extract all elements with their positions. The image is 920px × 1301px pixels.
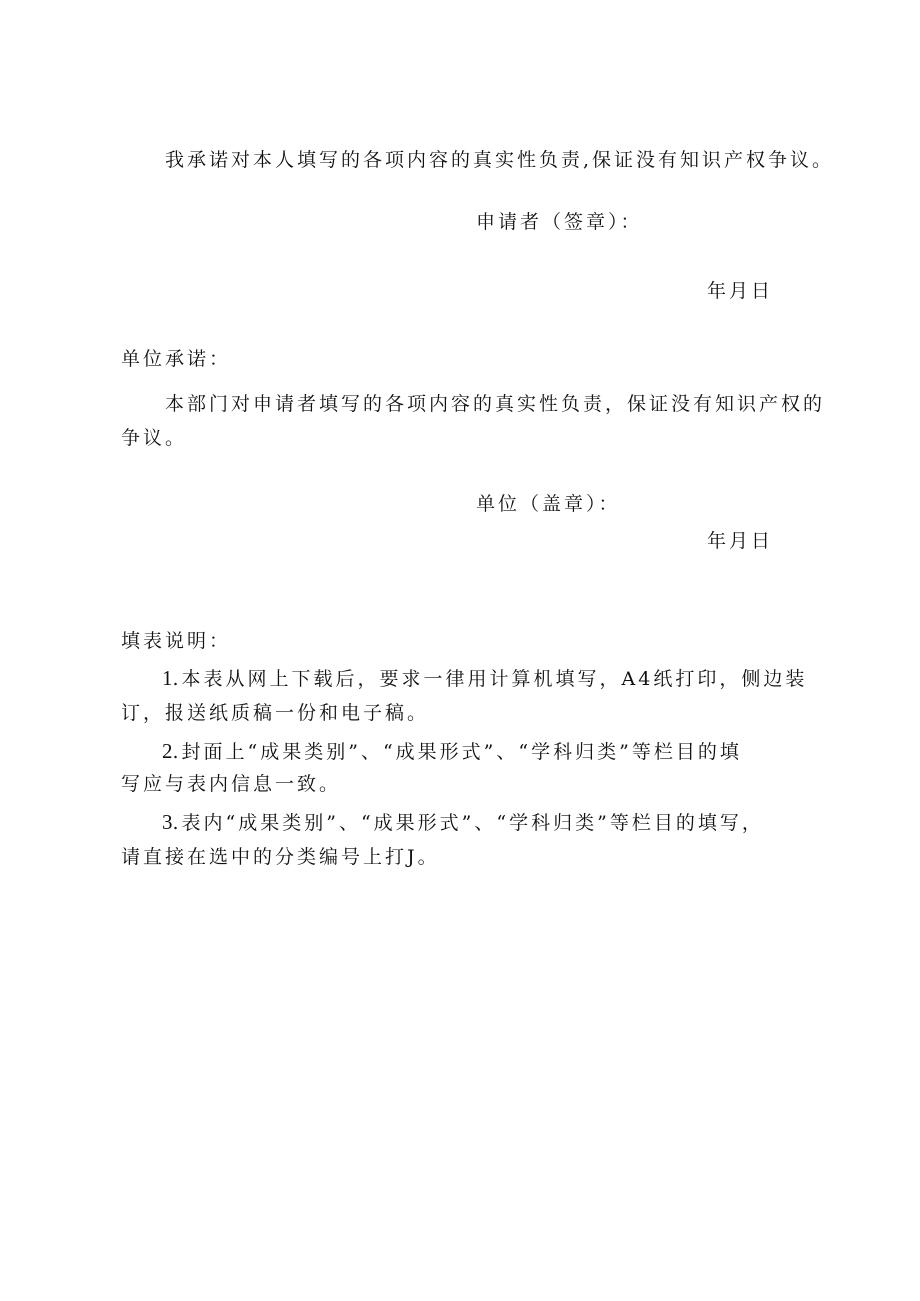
instruction-item-2-line1 [162, 739, 742, 764]
applicant-date-label: 年月日 [707, 280, 774, 302]
instruction-item-2-text: .封面上“成果类别”、“成果形式”、“学科归类”等栏目的填 [172, 741, 742, 763]
instruction-item-2-number: 2 [162, 739, 173, 763]
applicant-commitment-statement: 我承诺对本人填写的各项内容的真实性负责,保证没有知识产权争议。 [165, 149, 835, 171]
instruction-item-3-line2: 请直接在选中的分类编号上打J。 [121, 846, 440, 868]
unit-commitment-statement-line1: 本部门对申请者填写的各项内容的真实性负责，保证没有知识产权的 [165, 393, 826, 415]
instruction-item-2-line2: 写应与表内信息一致。 [121, 773, 342, 795]
instruction-item-3-text: .表内“成果类别”、“成果形式”、“学科归类”等栏目的填写， [172, 812, 764, 834]
unit-seal-label: 单位（盖章）： [476, 493, 621, 515]
instruction-item-1-number: 1 [162, 666, 173, 690]
instruction-item-1-line2: 订，报送纸质稿一份和电子稿。 [121, 702, 430, 724]
instruction-item-1-line1 [162, 666, 807, 691]
unit-commitment-heading: 单位承诺： [121, 348, 232, 370]
unit-commitment-statement-line2: 争议。 [121, 427, 188, 449]
instruction-item-1-text: .本表从网上下载后，要求一律用计算机填写，A4纸打印，侧边装 [172, 668, 808, 690]
instructions-heading: 填表说明： [121, 630, 232, 652]
unit-date-label: 年月日 [707, 530, 774, 552]
instruction-item-3-line1 [162, 810, 764, 835]
applicant-signature-label: 申请者（签章）： [476, 211, 643, 233]
instruction-item-3-number: 3 [162, 810, 173, 834]
